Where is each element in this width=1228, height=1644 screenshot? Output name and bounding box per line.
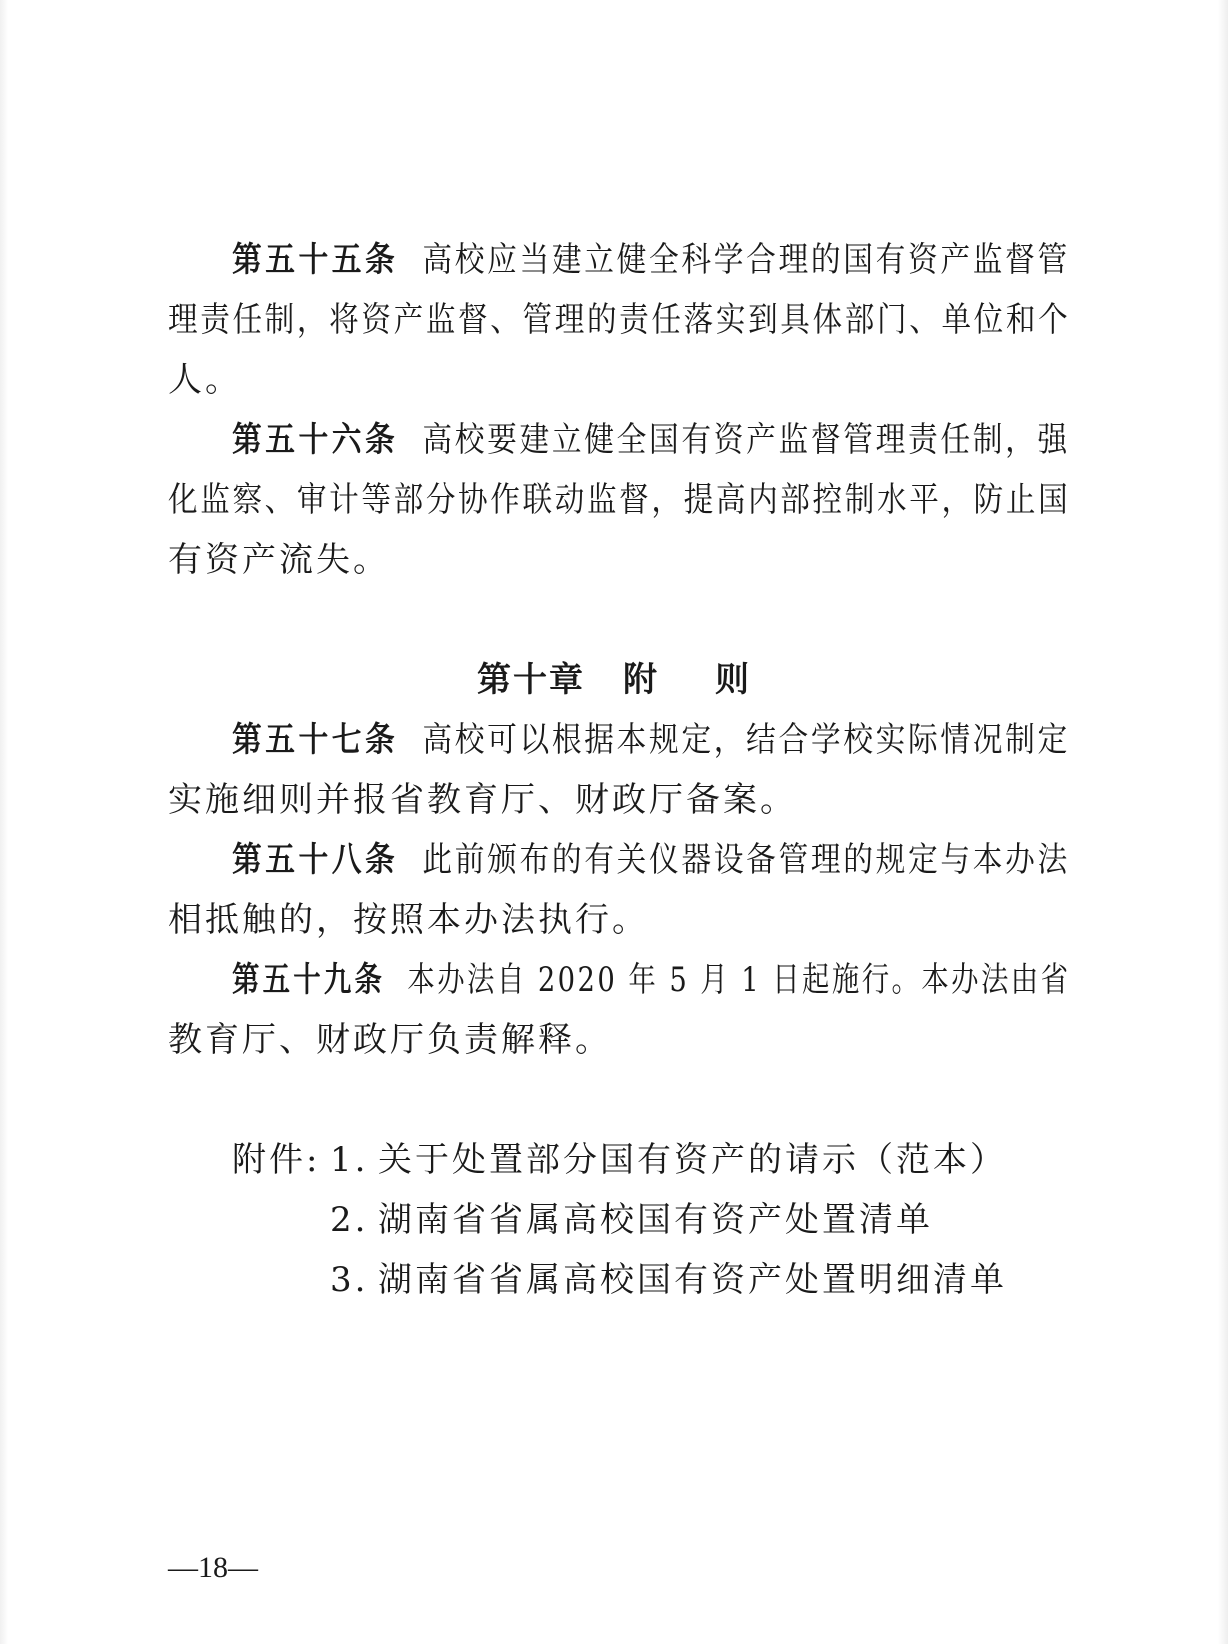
attachment-1-text: 关于处置部分国有资产的请示（范本） xyxy=(378,1140,1007,1180)
article-57-text-2: 实施细则并报省教育厅、财政厅备案。 xyxy=(168,780,797,820)
article-58-text-2: 相抵触的，按照本办法执行。 xyxy=(168,900,649,940)
article-58-first-line xyxy=(232,838,1070,882)
chapter-title-part2: 则 xyxy=(715,660,751,700)
article-58-label: 第五十八条 xyxy=(232,840,399,880)
attachments-label: 附件: xyxy=(232,1140,321,1180)
article-56-label: 第五十六条 xyxy=(232,420,399,460)
article-59-label: 第五十九条 xyxy=(232,960,386,1000)
chapter-number: 第十章 xyxy=(477,660,585,700)
attachment-2-number: 2. xyxy=(330,1200,369,1240)
page-number: —18— xyxy=(168,1551,258,1584)
article-57-first-line xyxy=(232,718,1070,762)
article-59-text-1: 本办法自 2020 年 5 月 1 日起施行。本办法由省 xyxy=(407,960,1071,1000)
article-55-first-line xyxy=(232,238,1070,282)
article-55-label: 第五十五条 xyxy=(232,240,399,280)
article-55-text-3: 人。 xyxy=(168,360,242,400)
chapter-heading xyxy=(0,658,1228,702)
article-59-text-2: 教育厅、财政厅负责解释。 xyxy=(168,1020,612,1060)
attachment-3-number: 3. xyxy=(330,1260,369,1300)
attachment-2-text: 湖南省省属高校国有资产处置清单 xyxy=(378,1200,933,1240)
article-56-first-line xyxy=(232,418,1070,462)
article-58-text-1: 此前颁布的有关仪器设备管理的规定与本办法 xyxy=(422,840,1070,880)
attachment-1-number: 1. xyxy=(330,1140,369,1180)
article-56-text-3: 有资产流失。 xyxy=(168,540,390,580)
article-55-text-1: 高校应当建立健全科学合理的国有资产监督管 xyxy=(422,240,1070,280)
article-55-text-2: 理责任制，将资产监督、管理的责任落实到具体部门、单位和个 xyxy=(168,300,1071,340)
article-56-text-2: 化监察、审计等部分协作联动监督，提高内部控制水平，防止国 xyxy=(168,480,1071,520)
attachment-3-text: 湖南省省属高校国有资产处置明细清单 xyxy=(378,1260,1007,1300)
article-57-label: 第五十七条 xyxy=(232,720,399,760)
article-57-text-1: 高校可以根据本规定，结合学校实际情况制定 xyxy=(422,720,1070,760)
article-56-text-1: 高校要建立健全国有资产监督管理责任制，强 xyxy=(422,420,1070,460)
chapter-title-part1: 附 xyxy=(623,660,659,700)
article-59-first-line xyxy=(232,958,1070,1002)
